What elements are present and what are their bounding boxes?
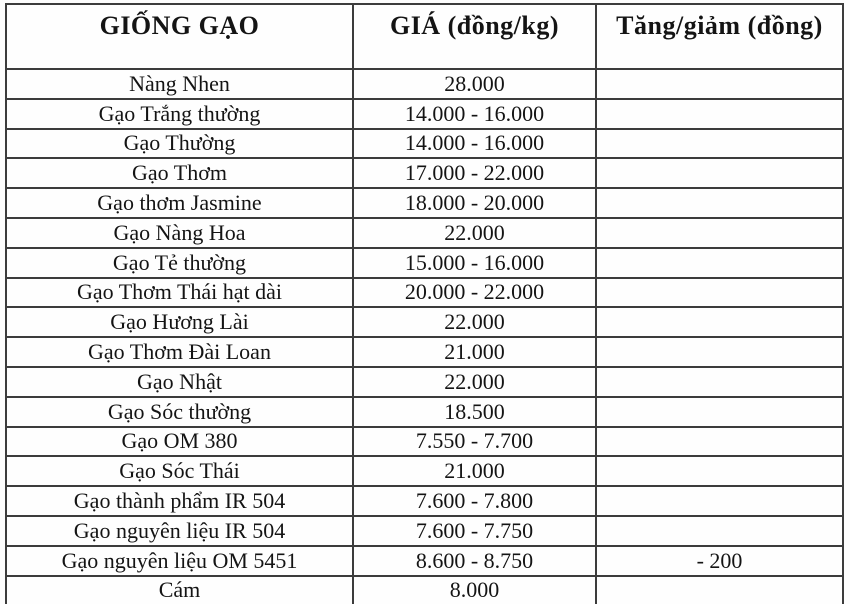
table-row <box>6 486 843 516</box>
header-change: Tăng/giảm (đồng) <box>596 4 843 69</box>
variety-cell: Gạo Sóc thường <box>6 397 353 427</box>
variety-cell: Gạo OM 380 <box>6 427 353 457</box>
table-row <box>6 307 843 337</box>
price-cell: 8.000 <box>353 576 596 604</box>
header-row <box>6 4 843 69</box>
price-cell: 20.000 - 22.000 <box>353 278 596 308</box>
variety-cell: Gạo nguyên liệu OM 5451 <box>6 546 353 576</box>
table-row <box>6 99 843 129</box>
change-cell <box>596 278 843 308</box>
price-cell: 14.000 - 16.000 <box>353 99 596 129</box>
change-cell <box>596 69 843 99</box>
change-cell <box>596 486 843 516</box>
header-variety: GIỐNG GẠO <box>6 4 353 69</box>
variety-cell: Gạo nguyên liệu IR 504 <box>6 516 353 546</box>
table-row <box>6 188 843 218</box>
table-row <box>6 218 843 248</box>
table-row <box>6 516 843 546</box>
table-row <box>6 456 843 486</box>
price-cell: 21.000 <box>353 337 596 367</box>
price-cell: 15.000 - 16.000 <box>353 248 596 278</box>
table-row <box>6 69 843 99</box>
change-cell <box>596 307 843 337</box>
price-cell: 14.000 - 16.000 <box>353 129 596 159</box>
table-row <box>6 427 843 457</box>
price-cell: 7.550 - 7.700 <box>353 427 596 457</box>
table-row <box>6 337 843 367</box>
variety-cell: Gạo Thơm Đài Loan <box>6 337 353 367</box>
variety-cell: Gạo thơm Jasmine <box>6 188 353 218</box>
variety-cell: Gạo Thường <box>6 129 353 159</box>
variety-cell: Gạo Nhật <box>6 367 353 397</box>
table-row <box>6 546 843 576</box>
variety-cell: Gạo Nàng Hoa <box>6 218 353 248</box>
table-row <box>6 129 843 159</box>
header-price: GIÁ (đồng/kg) <box>353 4 596 69</box>
change-cell <box>596 248 843 278</box>
table-row <box>6 576 843 604</box>
change-cell <box>596 367 843 397</box>
price-cell: 22.000 <box>353 218 596 248</box>
change-cell <box>596 456 843 486</box>
price-cell: 8.600 - 8.750 <box>353 546 596 576</box>
variety-cell: Cám <box>6 576 353 604</box>
change-cell <box>596 188 843 218</box>
variety-cell: Gạo Thơm <box>6 158 353 188</box>
change-cell <box>596 158 843 188</box>
table-row <box>6 158 843 188</box>
price-cell: 18.000 - 20.000 <box>353 188 596 218</box>
change-cell <box>596 516 843 546</box>
variety-cell: Gạo Thơm Thái hạt dài <box>6 278 353 308</box>
table-row <box>6 248 843 278</box>
change-cell <box>596 576 843 604</box>
variety-cell: Gạo Hương Lài <box>6 307 353 337</box>
variety-cell: Gạo Sóc Thái <box>6 456 353 486</box>
table-row <box>6 397 843 427</box>
table-row <box>6 367 843 397</box>
price-cell: 17.000 - 22.000 <box>353 158 596 188</box>
change-cell <box>596 218 843 248</box>
variety-cell: Gạo Tẻ thường <box>6 248 353 278</box>
price-cell: 7.600 - 7.750 <box>353 516 596 546</box>
change-cell <box>596 129 843 159</box>
rice-price-table <box>5 3 844 604</box>
price-cell: 22.000 <box>353 367 596 397</box>
price-cell: 7.600 - 7.800 <box>353 486 596 516</box>
table-row <box>6 278 843 308</box>
change-cell <box>596 397 843 427</box>
change-cell <box>596 427 843 457</box>
price-cell: 28.000 <box>353 69 596 99</box>
variety-cell: Gạo thành phẩm IR 504 <box>6 486 353 516</box>
variety-cell: Gạo Trắng thường <box>6 99 353 129</box>
price-cell: 21.000 <box>353 456 596 486</box>
price-cell: 22.000 <box>353 307 596 337</box>
change-cell: - 200 <box>596 546 843 576</box>
price-cell: 18.500 <box>353 397 596 427</box>
variety-cell: Nàng Nhen <box>6 69 353 99</box>
change-cell <box>596 99 843 129</box>
change-cell <box>596 337 843 367</box>
